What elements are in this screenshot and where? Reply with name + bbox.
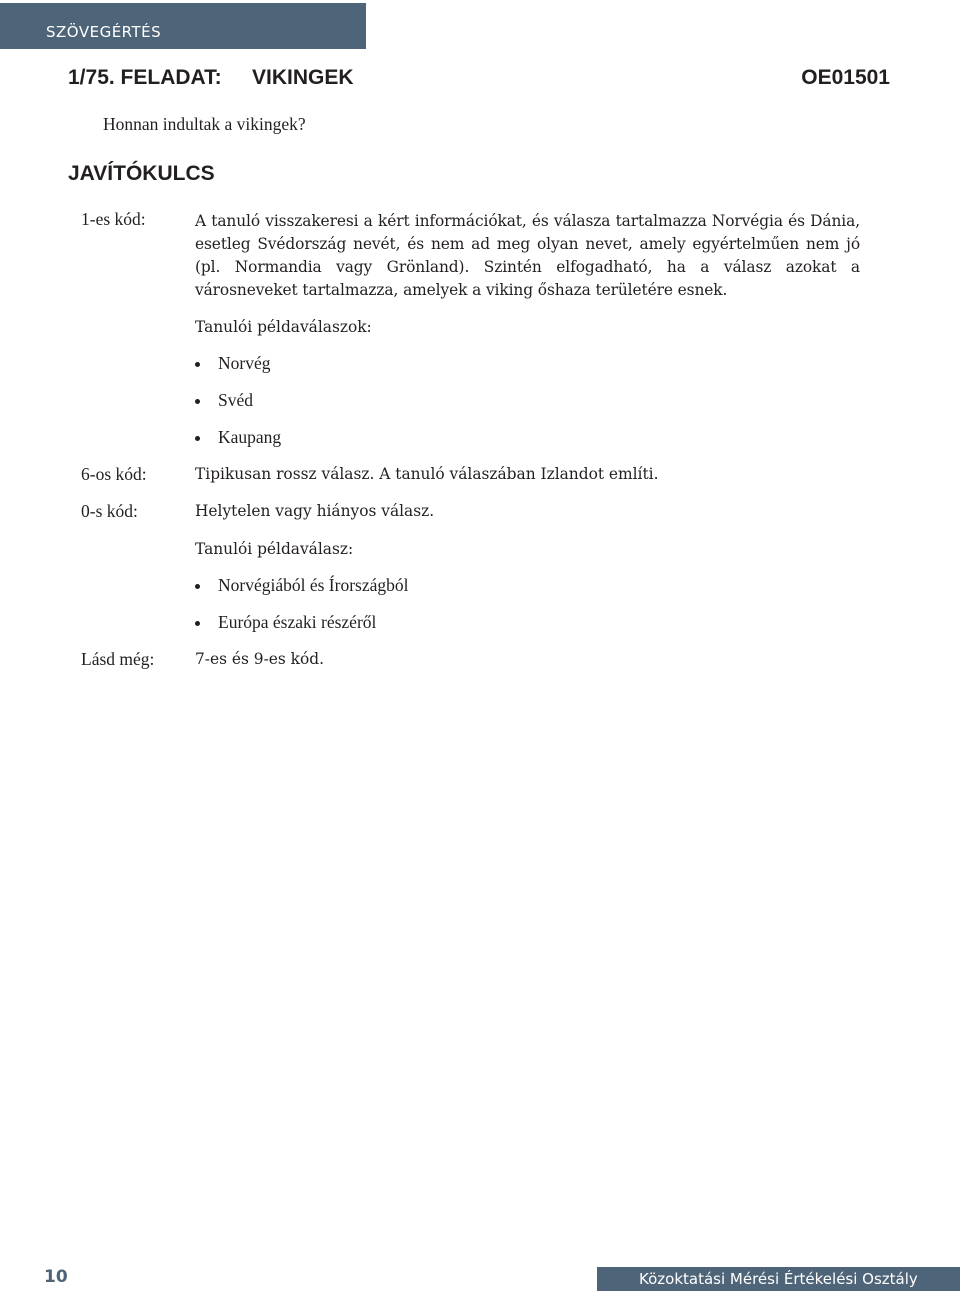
code-1-description: A tanuló visszakeresi a kért információkat, és válasza tartalmazza Norvégia és Dánia, esetleg Svédország nevét, és nem ad meg olyan nevet, amely egyértelműen nem jó (pl. Normandia vagy Grönland). Szintén elfogadható, ha a válasz azokat a városneveket tartalmazza, amelyek a viking őshaza területére esnek. — [195, 212, 860, 299]
section-tab: SZÖVEGÉRTÉS — [0, 3, 366, 49]
bullet-icon — [195, 584, 200, 589]
code-0-description: Helytelen vagy hiányos válasz. — [195, 502, 435, 520]
code-0-label: 0-s kód: — [81, 501, 138, 521]
code-6-description: Tipikusan rossz válasz. A tanuló válaszában Izlandot említi. — [195, 465, 659, 483]
see-also-text: 7-es és 9-es kód. — [195, 650, 325, 668]
task-code: OE01501 — [801, 66, 890, 89]
example-text: Norvégiából és Írországból — [218, 575, 409, 595]
code-1-examples-title: Tanulói példaválaszok: — [195, 318, 372, 336]
task-header — [68, 66, 890, 96]
code-1-label: 1-es kód: — [81, 209, 146, 229]
code-0-examples-title: Tanulói példaválasz: — [195, 540, 354, 558]
page-number: 10 — [44, 1267, 68, 1287]
example-text: Norvég — [218, 353, 271, 373]
example-text: Svéd — [218, 390, 253, 410]
task-number: 1/75. FELADAT: — [68, 66, 222, 89]
footer-organization: Közoktatási Mérési Értékelési Osztály — [597, 1267, 960, 1291]
see-also-label: Lásd még: — [81, 649, 155, 669]
question-text: Honnan indultak a vikingek? — [103, 114, 306, 134]
bullet-icon — [195, 436, 200, 441]
bullet-icon — [195, 399, 200, 404]
code-6-label: 6-os kód: — [81, 464, 147, 484]
task-title: VIKINGEK — [252, 66, 354, 89]
bullet-icon — [195, 621, 200, 626]
example-text: Európa északi részéről — [218, 612, 377, 632]
example-text: Kaupang — [218, 427, 282, 447]
bullet-icon — [195, 362, 200, 367]
answer-key-heading: JAVÍTÓKULCS — [68, 162, 215, 185]
